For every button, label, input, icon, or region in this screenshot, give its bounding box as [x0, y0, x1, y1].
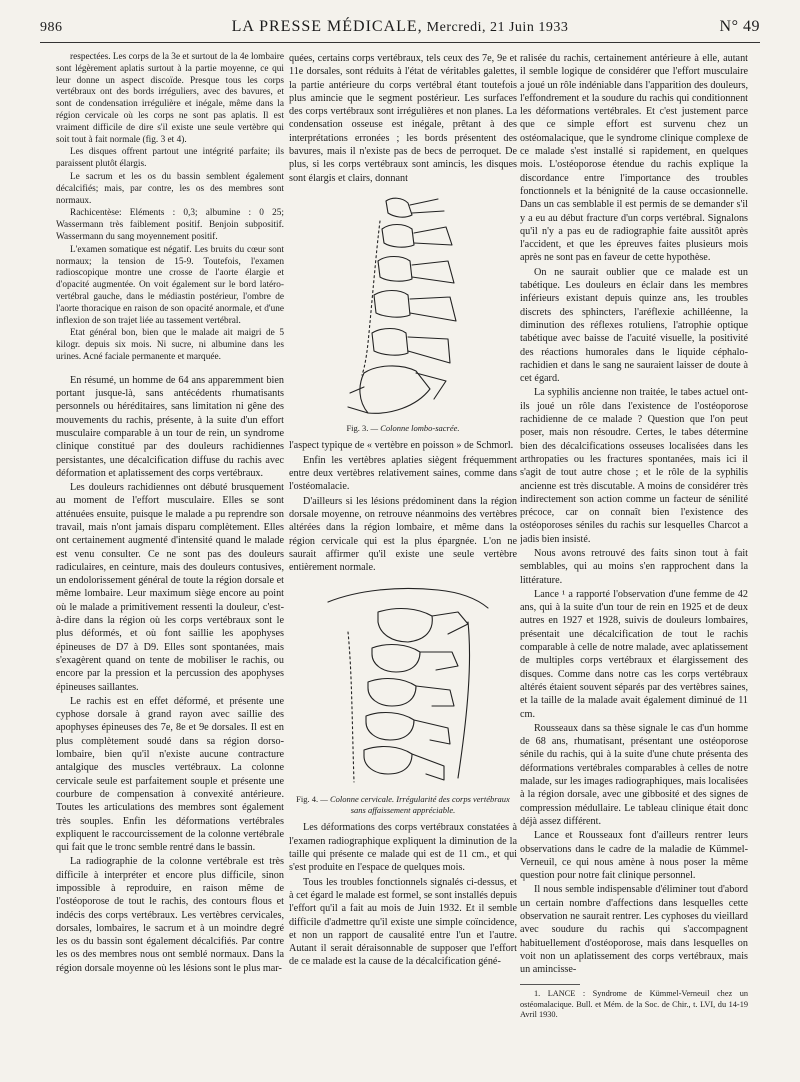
figure-3: [289, 193, 517, 434]
paragraph: Les disques offrent partout une intégrité parfaite; ils paraissent plutôt élargis.: [56, 147, 284, 170]
paragraph: Rousseaux dans sa thèse signale le cas d'un homme de 68 ans, rhumatisant, présentant une ostéoporose sénile du rachis, qui à la suite d'une chute présenta des déformations vertébrales comparables à celles de notre malade, sur les images radiographiques, mais localisées à la région dorsale, avec une gibbosité et des signes de compression médullaire. Le tableau clinique était donc déjà assez différent.: [520, 722, 748, 827]
paragraph: Le rachis est en effet déformé, et présente une cyphose dorsale à grand rayon avec saillie des apophyses épineuses des 7e, 8e et 9e dorsales. Il est en plus complètement soudé dans sa région dorso-lombaire, bien qu'il n'existe aucune contracture antalgique des muscles vertébraux. La colonne cervicale seule est parfaitement souple et présente une courbure de compensation à convexité antérieure. Toutes les articulations des membres sont également très souples. Enfin les déformations vertébrales expliquent le raccourcissement de la colonne vertébrale qui fait que le tronc semble rentré dans le bassin.: [56, 695, 284, 854]
paragraph: l'aspect typique de « vertèbre en poisson » de Schmorl.: [289, 440, 514, 452]
page-header: [40, 18, 760, 40]
issue-number: N° 49: [719, 18, 760, 35]
figure-4-caption: Fig. 4. — Colonne cervicale. Irrégularité des corps vertébraux sans affaissement appréciable.: [296, 794, 510, 815]
paragraph: Lance et Rousseaux font d'ailleurs rentrer leurs observations dans le cadre de la maladie de Kümmel-Verneuil, ce qui nous amène à nous poser la même question pour notre fait clinique personnel.: [520, 830, 748, 882]
header-rule: [40, 42, 760, 43]
masthead: [40, 18, 760, 36]
paragraph: Les douleurs rachidiennes ont débuté brusquement au moment de l'effort musculaire. Elles se sont atténuées ensuite, puisque le malade a pu reprendre son travail, mais n'ont jamais disparu complètement. Elles ont certainement augmenté d'intensité quand le malade est venu consulter. Ce ne sont pas des douleurs radiculaires, en ceinture, mais des douleurs contusives, un endolorissement général de toute la région dorsale et même lombaire. Leur maximum siège encore au point où le malade a primitivement ressenti la douleur, c'est-à-dire dans la région où les corps vertébraux sont le plus déformés, et où font saillie les apophyses épineuses de D7 à D9. Elles sont spontanées, mais s'exagèrent quand on tente de mobiliser le rachis, ou encore par la pression et la percussion des apophyses épineuses saillantes.: [56, 482, 284, 693]
paragraph: Le sacrum et les os du bassin semblent également décalcifiés; mais, par contre, les os des membres sont normaux.: [56, 171, 284, 206]
cervical-spine-drawing: [308, 582, 498, 792]
column-3: [520, 52, 748, 1062]
paragraph: Nous avons retrouvé des faits sinon tout à fait semblables, qui au moins s'en rapprochent dans la littérature.: [520, 547, 748, 586]
paragraph: respectées. Les corps de la 3e et surtout de la 4e lombaire sont légèrement aplatis surtout à la partie moyenne, ce qui leur donne un aspect discoïde. Presque tous les corps vertébraux ont des bords irréguliers, avec des bavures, et sont de condensation irrégulière et inégale, même dans la région cervicale où les corps ne sont pas aplatis. Il est vraiment difficile de dire s'il existe une seule vertèbre qui soit tout à fait normale (fig. 3 et 4).: [56, 52, 284, 145]
paragraph: La radiographie de la colonne vertébrale est très difficile à interpréter et encore plus difficile, sinon impossible à reproduire, en raison même de l'ostéoporose de tout le rachis, des contours flous et indécis des corps vertébraux. Les vertèbres cervicales, dorsales, lombaires, le sacrum et à un moindre degré les os du bassin sont également décalcifiés. Par contre les os des membres nous ont semblé normaux. Dans la région dorsale moyenne où les lésions sont le plus mar-: [56, 856, 284, 974]
publication-title: LA PRESSE MÉDICALE,: [231, 18, 423, 35]
paragraph: quées, certains corps vertébraux, tels ceux des 7e, 9e et 11e dorsales, sont réduits à l'état de véritables galettes, la partie antérieure du corps vertébral étant toutefois plus amincie que le segment postérieur. Les surfaces des corps vertébraux sont irrégulières et non planes. La condensation osseuse est inégale, prêtant à des interprétations erronées ; les bords présentent des bavures, mais il n'existe pas de becs de perroquet. De plus, si les corps vertébraux sont amincis, les disques sont élargis et clairs, donnant: [289, 53, 517, 184]
footnote: 1. LANCE : Syndrome de Kümmel-Verneuil chez un ostéomalacique. Bull. et Mém. de la Soc. de Chir., t. LVI, du 14-19 Avril 1930.: [520, 989, 748, 1020]
lumbosacral-spine-drawing: [328, 193, 478, 421]
paragraph: Il nous semble indispensable d'éliminer tout d'abord un certain nombre d'affections dans lesquelles cette observation ne saurait rentrer. Les cyphoses du vieillard avec soudure du rachis qui s'accompagnent habituellement d'ostéoporose, mais dans lesquelles on voit non un aplatissement des corps vertébraux, mais un amincisse-: [520, 884, 748, 976]
footnote-rule: [520, 984, 580, 985]
paragraph: ralisée du rachis, certainement antérieure à elle, autant il semble logique de considérer que l'effort musculaire a joué un rôle indéniable dans l'apparition des douleurs, l'effondrement et la soudure du rachis qui conditionnent les déformations vertébrales. Et c'est justement parce que ce simple effort est survenu chez un ostéomalacique, que le syndrome clinique complexe de ce malade s'est installé si rapidement, en quelques mois. L'ostéoporose étendue du rachis explique la discordance entre l'importance des troubles fonctionnels et la bénignité de la cause occasionnelle. Dans un cas semblable il est permis de se demander s'il y a eu au début fracture d'un corps vertébral. Signalons qu'il n'y a pas eu de radiographie faite aussitôt après l'accident, et que les épreuves faites plusieurs mois après ne sont pas en faveur de cette hypothèse.: [520, 53, 748, 264]
figure-4: [289, 582, 517, 815]
paragraph: Tous les troubles fonctionnels signalés ci-dessus, et à cet égard le malade est formel, se sont installés depuis l'effort qu'il a fait au mois de Juin 1932. Et il semble difficile d'admettre qu'il existe une simple coïncidence, et non un rapport de causalité entre l'un et l'autre. Autant il serait déraisonnable de supposer que l'effort de ce malade est la cause de la décalcification géné-: [289, 876, 517, 968]
paragraph: Les déformations des corps vertébraux constatées à l'examen radiographique expliquent la diminution de la taille qui présente ce malade qui est de 11 cm., et qui s'est produite en l'espace de quelques mois.: [289, 822, 517, 874]
paragraph: L'examen somatique est négatif. Les bruits du cœur sont normaux; la tension de 15-9. Toutefois, l'examen radioscopique montre une crosse de l'aorte élargie et d'opacité augmentée. On voit également sur le bord latéro-vertébral gauche, dans le médiastin postérieur, l'ombre de l'aorte thoracique en raison de son opacité anormale, et d'une inflexion de son trajet liée au tassement vertébral.: [56, 244, 284, 326]
paragraph: Lance ¹ a rapporté l'observation d'une femme de 42 ans, qui à la suite d'un tour de rein en 1925 et de deux autres en 1927 et 1928, suivis de douleurs lombaires, présentait une décalcification de tout le rachis comparable à celle de notre malade, avec aplatissement de multiples corps vertébraux et élargissement des disques. Comme dans notre cas les corps vertébraux altérés étaient souvent séparés par des vertèbres saines, et la taille de la malade avait également diminué de 11 cm.: [520, 588, 748, 720]
paragraph: Enfin les vertèbres aplaties siègent fréquemment entre deux vertèbres relativement saines, comme dans l'ostéomalacie.: [289, 454, 517, 493]
paragraph: On ne saurait oublier que ce malade est un tabétique. Les douleurs en éclair dans les membres inférieurs existant depuis quinze ans, les troubles discrets des sphincters, l'aréflexie achilléenne, la diminution des réflexes rotuliens, l'atrophie optique tabétique avec baisse de l'acuité visuelle, la positivité des réactions humorales dans le liquide céphalo-rachidien et dans le sang ne sauraient laisser de doute à cet égard.: [520, 266, 748, 385]
paragraph: Etat général bon, bien que le malade ait maigri de 5 kilogr. depuis six mois. Ni sucre, ni albumine dans les urines. Acné faciale permanente et marquée.: [56, 328, 284, 362]
paragraph: En résumé, un homme de 64 ans apparemment bien portant jusque-là, sans antécédents rhumatisants personnels ou héréditaires, sans limitation ni gêne des mouvements du rachis, présente, à la suite d'un effort musculaire comparable à un tour de rein, un syndrome clinique constitué par des douleurs rachidiennes persistantes, une décalcification diffuse du rachis avec déformation et aplatissement des corps vertébraux.: [56, 374, 284, 479]
paragraph: Rachicentèse: Eléments : 0,3; albumine : 0 25; Wassermann très faiblement positif. Benjoin subpositif. Wassermann du sang moyennement positif.: [56, 208, 284, 242]
page-number: 986: [40, 20, 63, 35]
figure-3-caption: Fig. 3. — Colonne lombo-sacrée.: [346, 422, 460, 433]
column-1: [56, 52, 284, 1062]
column-2: [289, 52, 517, 1062]
paragraph: D'ailleurs si les lésions prédominent dans la région dorsale moyenne, on retrouve néanmoins des vertèbres altérées dans la région lombaire, et même dans la région cervicale qui est la plus épargnée. L'on ne saurait affirmer qu'il existe une seule vertèbre entièrement normale.: [289, 495, 517, 574]
issue-date: Mercredi, 21 Juin 1933: [426, 20, 569, 35]
paragraph: La syphilis ancienne non traitée, le tabes actuel ont-ils joué un rôle dans l'existence de l'ostéoporose rachidienne de ce malade ? Question que l'on peut poser, mais non résoudre. Certes, le tabes détermine bien des décalcifications osseuses localisées dans les arthropaties ou les fractures spontanées, mais ici il s'agit de tout autre chose ; et le rôle de la syphilis ancienne est très discutable. A moins de considérer très indirectement son action comme un facteur de sénilité précoce, car on connaît bien l'existence des ostéoporoses séniles du rachis sur lesquelles Charcot a jadis bien insisté.: [520, 387, 748, 545]
